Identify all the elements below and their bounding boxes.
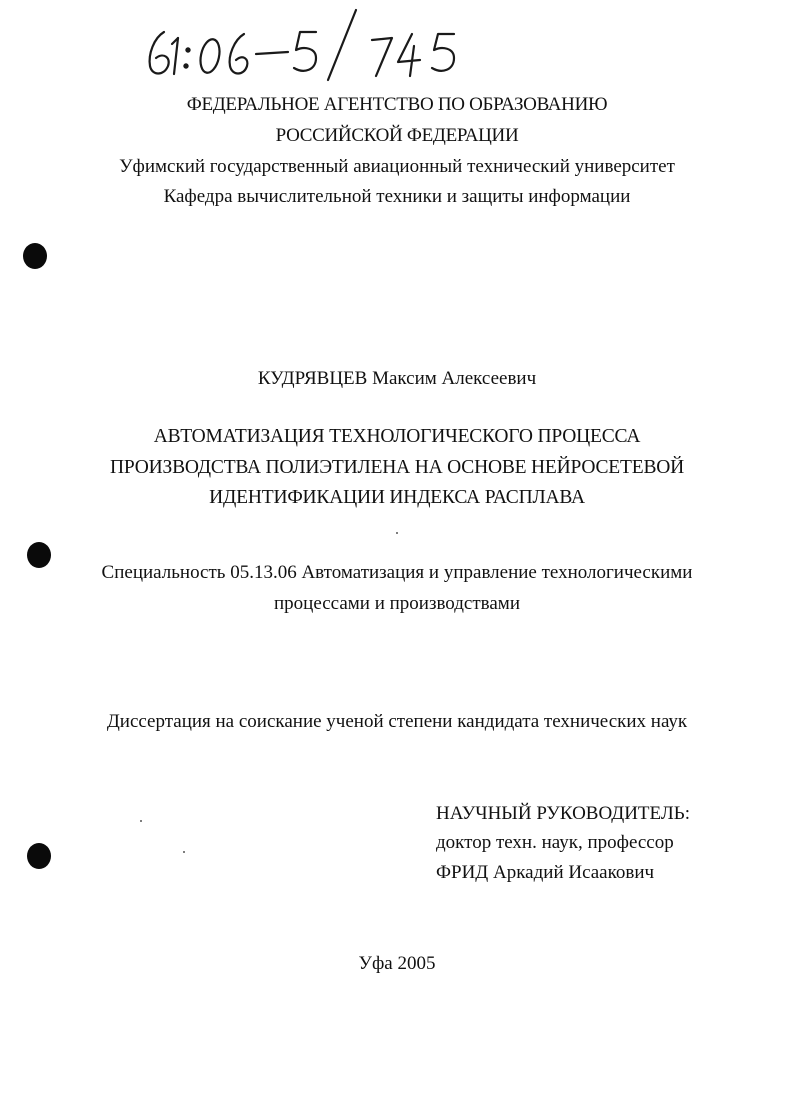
scan-speck [396, 532, 398, 534]
specialty-line-1: Специальность 05.13.06 Автоматизация и управление технологическими [101, 562, 693, 583]
handwritten-archive-mark [140, 4, 470, 84]
punch-hole [27, 542, 51, 568]
supervisor-heading: НАУЧНЫЙ РУКОВОДИТЕЛЬ: [436, 803, 690, 824]
scan-speck [140, 820, 142, 822]
city-year: Уфа 2005 [358, 953, 436, 974]
author-name: КУДРЯВЦЕВ Максим Алексеевич [257, 368, 537, 389]
punch-hole [27, 843, 51, 869]
department-name: Кафедра вычислительной техники и защиты информации [163, 186, 631, 207]
thesis-title-line-1: АВТОМАТИЗАЦИЯ ТЕХНОЛОГИЧЕСКОГО ПРОЦЕССА [153, 426, 641, 447]
university-name: Уфимский государственный авиационный технический университет [119, 156, 675, 177]
supervisor-name: ФРИД Аркадий Исаакович [436, 862, 655, 883]
thesis-title-line-2: ПРОИЗВОДСТВА ПОЛИЭТИЛЕНА НА ОСНОВЕ НЕЙРОСЕТЕВОЙ [109, 457, 685, 478]
punch-hole [23, 243, 47, 269]
agency-line-2: РОССИЙСКОЙ ФЕДЕРАЦИИ [275, 125, 519, 146]
thesis-title-line-3: ИДЕНТИФИКАЦИИ ИНДЕКСА РАСПЛАВА [209, 487, 585, 508]
agency-line-1: ФЕДЕРАЛЬНОЕ АГЕНТСТВО ПО ОБРАЗОВАНИЮ [186, 94, 608, 115]
specialty-line-2: процессами и производствами [273, 593, 521, 614]
supervisor-title: доктор техн. наук, профессор [436, 832, 674, 853]
degree-statement: Диссертация на соискание ученой степени кандидата технических наук [106, 711, 688, 732]
scan-speck [183, 851, 185, 853]
